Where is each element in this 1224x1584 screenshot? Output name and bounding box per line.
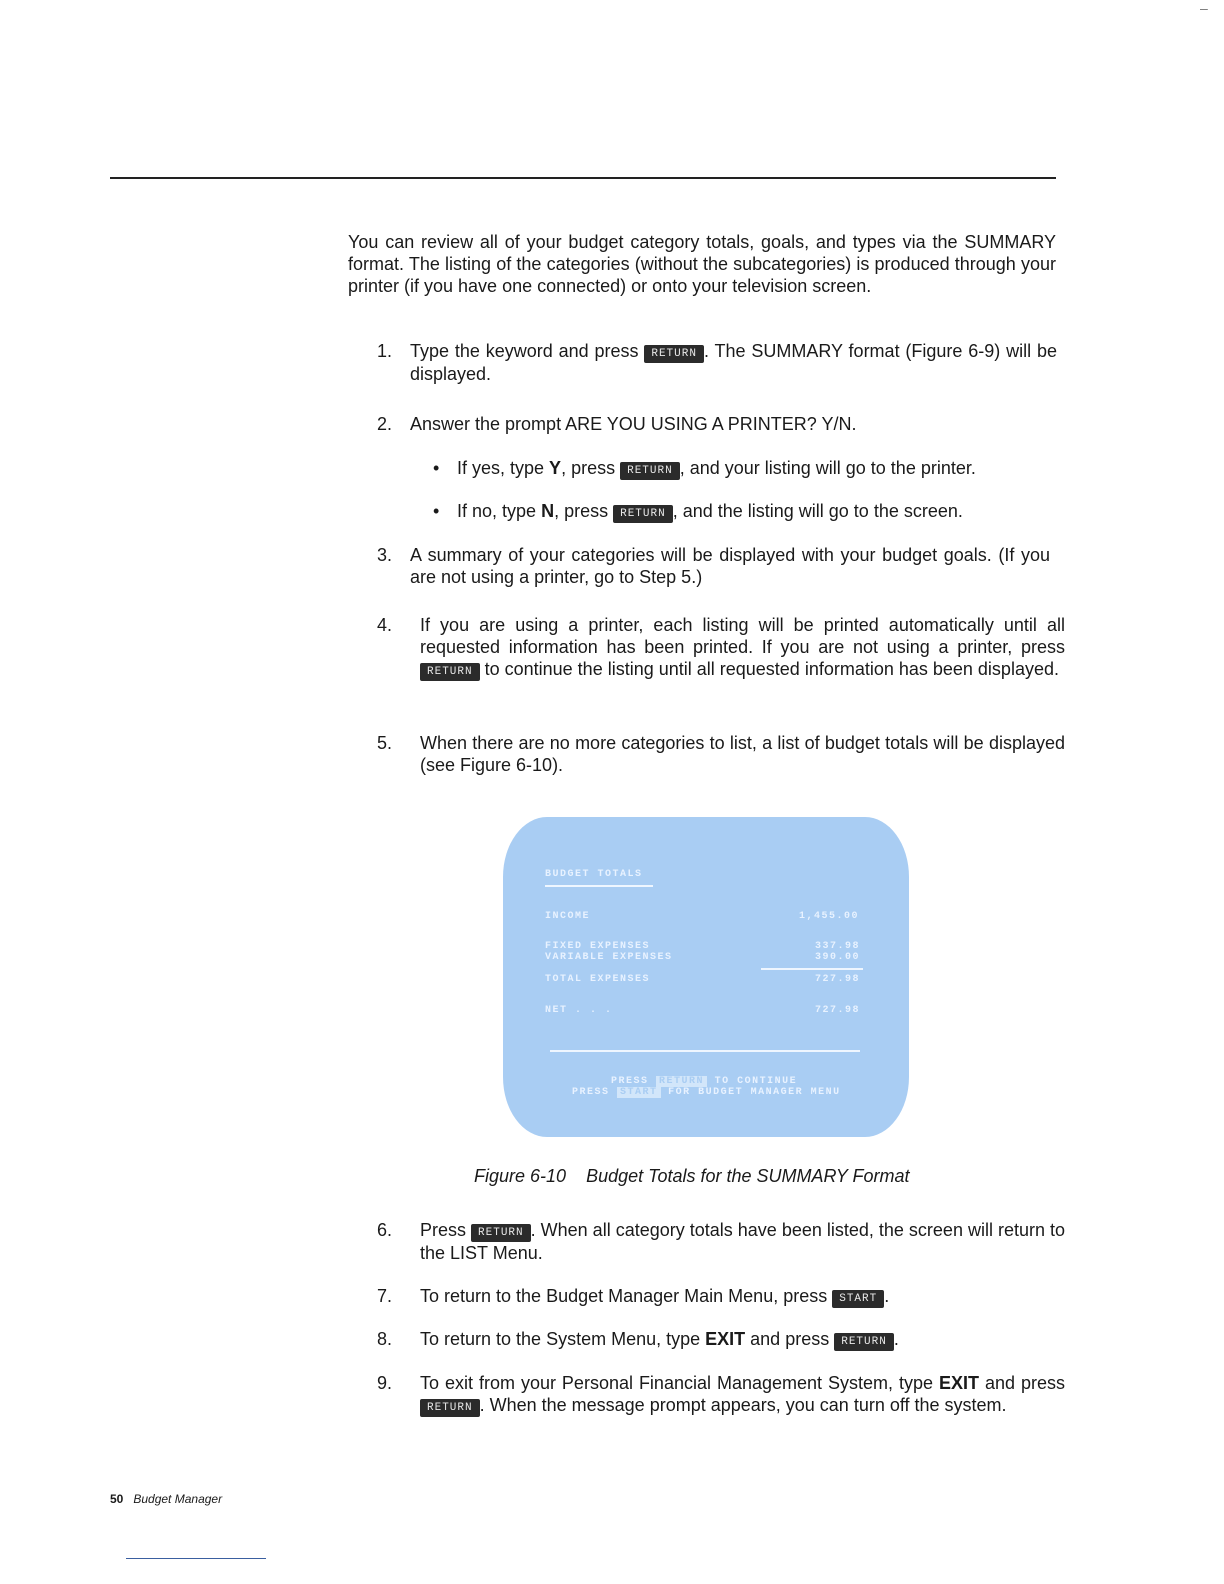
- bottom-rule: [126, 1558, 266, 1559]
- step-text: To exit from your Personal Financial Management System, type: [420, 1373, 939, 1393]
- step-number: 8.: [377, 1329, 393, 1349]
- screen-title: BUDGET TOTALS: [545, 869, 643, 880]
- screen-row-label: INCOME: [545, 911, 591, 922]
- screen-prompt-continue: PRESS RETURN TO CONTINUE: [611, 1076, 798, 1087]
- return-key-icon: RETURN: [644, 345, 704, 363]
- screen-return-key: RETURN: [656, 1076, 707, 1087]
- screen-row-label: TOTAL EXPENSES: [545, 974, 651, 985]
- step-text: . When all category totals have been listed, the screen will return to the LIST Menu.: [420, 1220, 1066, 1263]
- step-number: 6.: [377, 1220, 393, 1240]
- step-text: To return to the System Menu, type: [420, 1329, 706, 1349]
- return-key-icon: RETURN: [420, 663, 480, 681]
- step-number: 1.: [377, 341, 393, 361]
- step-text: .: [893, 1329, 899, 1349]
- screen-start-key: START: [617, 1087, 661, 1098]
- screen-row-value: 1,455.00: [799, 911, 860, 922]
- step-number: 7.: [377, 1286, 393, 1306]
- bullet-icon: •: [433, 501, 440, 521]
- screen-row-label: NET . . .: [545, 1005, 613, 1016]
- return-key-icon: RETURN: [613, 505, 673, 523]
- return-key-icon: RETURN: [620, 462, 680, 480]
- screen-divider: [550, 1050, 860, 1052]
- step-number: 2.: [377, 414, 393, 434]
- screen-title-underline: [545, 885, 653, 887]
- figure-label: Figure 6-10: [474, 1166, 567, 1186]
- step-text: If you are using a printer, each listing will be printed automatically until all requested information has been printed. If you are not using a printer, press: [420, 615, 1065, 657]
- return-key-icon: RETURN: [471, 1224, 531, 1242]
- page-footer: [110, 1492, 222, 1506]
- figure-caption: [474, 1166, 910, 1187]
- step-text: A summary of your categories will be displayed with your budget goals. (If you are not using a printer, go to Step 5.): [410, 545, 1050, 587]
- screen-row-label: FIXED EXPENSES: [545, 941, 651, 952]
- screen-row-value: 727.98: [815, 974, 861, 985]
- screen-row-value: 390.00: [815, 952, 861, 963]
- step-text: . The SUMMARY format (Figure 6-9) will be displayed.: [410, 341, 1057, 384]
- screen-row-label: VARIABLE EXPENSES: [545, 952, 673, 963]
- bullet-icon: •: [433, 458, 440, 478]
- screen-prompt-menu: PRESS START FOR BUDGET MANAGER MENU: [572, 1087, 841, 1098]
- intro-paragraph: You can review all of your budget category totals, goals, and types via the SUMMARY format. The listing of the categories (without the subcategories) is produced through your printer (if you have one connected) or onto your television screen.: [348, 232, 1056, 296]
- step-text: . When the message prompt appears, you can turn off the system.: [479, 1395, 1007, 1415]
- return-key-icon: RETURN: [834, 1333, 894, 1351]
- step-number: 5.: [377, 733, 393, 753]
- tv-screen-figure: [503, 817, 909, 1137]
- step-text: .: [884, 1286, 890, 1306]
- step-text: Answer the prompt ARE YOU USING A PRINTER? Y/N.: [410, 414, 857, 434]
- step-text: To return to the Budget Manager Main Menu, press: [420, 1286, 833, 1306]
- section-name: Budget Manager: [133, 1492, 223, 1506]
- screen-row-value: 727.98: [815, 1005, 861, 1016]
- screen-sum-line: [761, 968, 863, 970]
- step-number: 3.: [377, 545, 393, 565]
- step-number: 9.: [377, 1373, 393, 1393]
- start-key-icon: START: [832, 1290, 884, 1308]
- step-text: to continue the listing until all requested information has been displayed.: [479, 659, 1059, 679]
- step-number: 4.: [377, 615, 393, 635]
- margin-mark: –: [1200, 0, 1208, 16]
- step-text: and press: [745, 1329, 835, 1349]
- step-text: and press: [978, 1373, 1065, 1393]
- return-key-icon: RETURN: [420, 1399, 480, 1417]
- page-number: 50: [110, 1492, 124, 1506]
- step-text: When there are no more categories to list, a list of budget totals will be displayed (see Figure 6-10).: [420, 733, 1065, 775]
- step-text: Press: [420, 1220, 472, 1240]
- step-text: Type the keyword and press: [410, 341, 645, 361]
- figure-caption-text: Budget Totals for the SUMMARY Format: [586, 1166, 910, 1186]
- top-rule: [110, 177, 1056, 179]
- screen-row-value: 337.98: [815, 941, 861, 952]
